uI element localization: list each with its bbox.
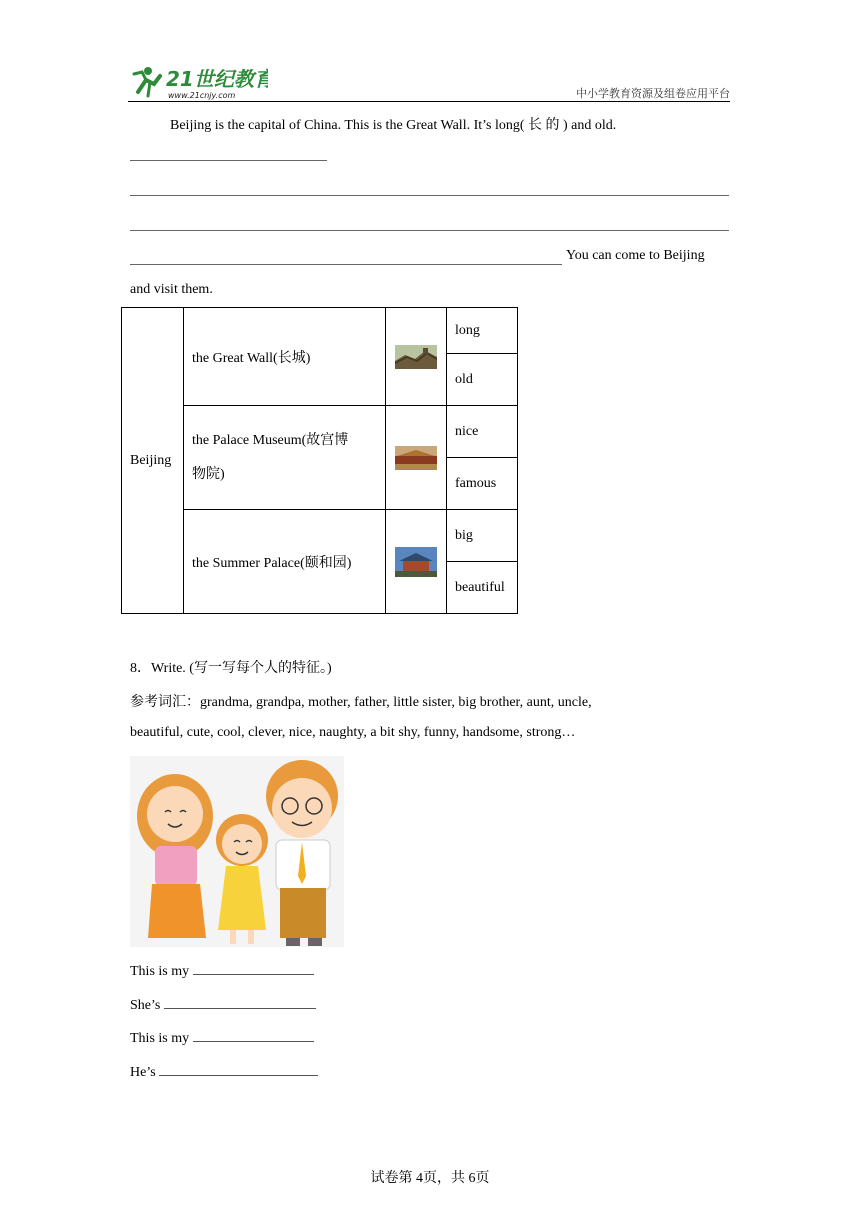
answer-blank-7 [193,1029,314,1042]
sentence-4-text: He’s [130,1065,156,1080]
adj-famous: famous [447,458,518,510]
site-logo [128,62,268,102]
sentence-2 [130,996,316,1014]
q8-vocab-line-1: 参考词汇：grandma, grandpa, mother, father, little sister, big brother, aunt, uncle, [130,695,592,710]
sentence-1 [130,962,314,980]
palace-museum-photo [386,406,447,510]
sentence-2-text: She’s [130,998,161,1013]
adj-nice: nice [447,406,518,458]
runner-icon [134,67,160,96]
place-palace-museum-line1: the Palace Museum(故宫博 [192,432,349,448]
passage-line-4-tail: You can come to Beijing [566,248,705,263]
q8-vocab-line-2: beautiful, cute, cool, clever, nice, naughty, a bit shy, funny, handsome, strong… [130,725,576,740]
place-palace-museum-line2: 物院) [192,466,225,482]
sentence-3 [130,1029,314,1047]
answer-blank-2 [130,195,729,196]
sites-table [121,307,518,614]
answer-blank-6 [164,996,316,1009]
place-great-wall: the Great Wall(长城) [184,308,386,406]
sentence-3-text: This is my [130,1031,190,1046]
adj-old: old [447,354,518,406]
passage-line-5: and visit them. [130,282,213,297]
site-tagline: 中小学教育资源及组卷应用平台 [576,87,730,100]
answer-blank-3 [130,230,729,231]
page-footer: 试卷第 4页，共 6页 [370,1171,490,1186]
adj-beautiful: beautiful [447,562,518,614]
sentence-4 [130,1063,318,1081]
answer-blank-1 [130,160,327,161]
q8-title: 8．Write. (写一写每个人的特征。) [130,661,332,676]
great-wall-photo [386,308,447,406]
sentence-1-text: This is my [130,964,190,979]
header-divider [128,101,730,102]
adj-long: long [447,308,518,354]
passage-line-1: Beijing is the capital of China. This is the Great Wall. It’s long( 长 的 ) and old. [170,118,617,133]
place-summer-palace: the Summer Palace(颐和园) [184,510,386,614]
logo-url: www.21cnjy.com [168,91,236,100]
adj-big: big [447,510,518,562]
place-palace-museum [184,406,386,510]
city-cell: Beijing [122,308,184,614]
summer-palace-photo [386,510,447,614]
answer-blank-4 [130,264,562,265]
answer-blank-8 [159,1063,318,1076]
family-cartoon [130,756,344,947]
answer-blank-5 [193,962,314,975]
logo-text: 21世纪教育 [166,67,268,91]
